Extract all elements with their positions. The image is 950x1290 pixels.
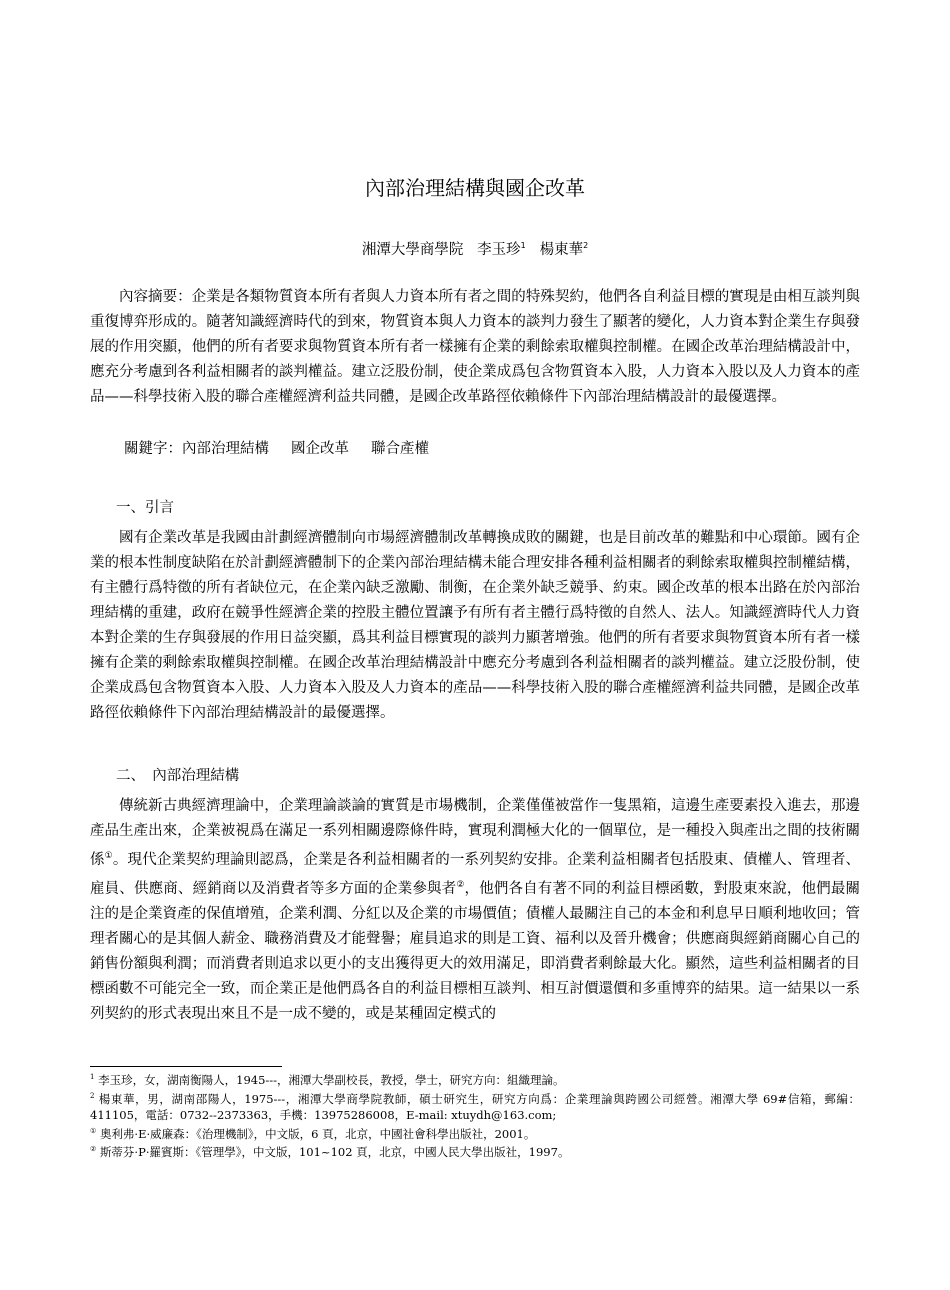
footnote-text: 奧利弗·E·威廉森：《治理機制》，中文版，6 頁，北京，中國社會科學出版社，2001。 [99, 1126, 536, 1141]
footnote-text: 斯蒂芬·P·羅賓斯：《管理學》，中文版，101~102 頁，北京，中國人民大學出版社，1997。 [99, 1145, 570, 1160]
footnote-item [90, 1141, 860, 1160]
keywords-label: 關鍵字： [124, 441, 182, 457]
section-heading-introduction: 一、引言 [116, 500, 174, 516]
footnote-text: 李玉珍，女，湖南衡陽人，1945---，湘潭大學副校長，教授，學士，研究方向：組織理論。 [98, 1072, 565, 1087]
footnote-text: 楊東華，男，湖南邵陽人，1975---，湘潭大學商學院教師，碩士研究生，研究方向爲：企業理論與跨國公司經營。湘潭大學 69#信箱，郵編：411105，電話：0732--2373363，手機：13975286008，E-mail: xtuydh@163.com; [90, 1091, 860, 1122]
footnote-mark: ② [90, 1145, 97, 1154]
footnote-marker-2[interactable]: 2 [583, 241, 589, 251]
footnote-divider [90, 1066, 282, 1067]
keyword-item: 國企改革 [291, 441, 349, 457]
footnote-item [90, 1123, 860, 1142]
abstract-paragraph: 內容摘要：企業是各類物質資本所有者與人力資本所有者之間的特殊契約，他們各自利益目標的實現是由相互談判與重復博弈形成的。隨著知識經濟時代的到來，物質資本與人力資本的談判力發生了顯著的變化，人力資本對企業生存與發展的作用突顯，他們的所有者要求與物質資本所有者一樣擁有企業的剩餘索取權與控制權。在國企改革治理結構設計中，應充分考慮到各利益相關者的談判權益。建立泛股份制，使企業成爲包含物質資本入股，人力資本入股以及人力資本的產品——科學技術入股的聯合產權經濟利益共同體，是國企改革路徑依賴條件下內部治理結構設計的最優選擇。 [90, 289, 860, 405]
keyword-item: 聯合產權 [371, 441, 429, 457]
footnotes [90, 1069, 860, 1160]
affiliation: 湘潭大學商學院 [361, 242, 464, 258]
keyword-item: 內部治理結構 [182, 441, 269, 457]
keywords-line [124, 437, 451, 458]
footnote-mark: ① [90, 1126, 97, 1135]
introduction-paragraph: 國有企業改革是我國由計劃經濟體制向市場經濟體制改革轉換成敗的關鍵，也是目前改革的難點和中心環節。國有企業的根本性制度缺陷在於計劃經濟體制下的企業內部治理結構未能合理安排各種利益相關者的剩餘索取權與控制權結構，有主體行爲特徵的所有者缺位元，在企業內缺乏激勵、制衡，在企業外缺乏競爭、約束。國企改革的根本出路在於內部治理結構的重建，政府在競爭性經濟企業的控股主體位置讓予有所有者主體行爲特徵的自然人、法人。知識經濟時代人力資本對企業的生存與發展的作用日益突顯，爲其利益目標實現的談判力顯著增強。他們的所有者要求與物質資本所有者一樣擁有企業的剩餘索取權與控制權。在國企改革治理結構設計中應充分考慮到各利益相關者的談判權益。建立泛股份制，使企業成爲包含物質資本入股、人力資本入股及人力資本的產品——科學技術入股的聯合產權經濟利益共同體，是國企改革路徑依賴條件下內部治理結構設計的最優選擇。 [90, 530, 860, 721]
author-line [90, 238, 860, 259]
footnote-item [90, 1088, 860, 1123]
footnote-mark: 2 [90, 1091, 95, 1100]
section-heading-governance: 二、 內部治理結構 [116, 768, 240, 784]
author-name-2: 楊東華 [539, 242, 584, 258]
governance-text-2: 。現代企業契約理論則認爲，企業是各利益相關者的一系列契約安排。企業利益相關者包括股東、債權人、管理者、雇員、供應商、經銷商以及消費者等多方面的企業參與者 [90, 851, 861, 897]
citation-marker-2[interactable]: ② [456, 879, 465, 890]
citation-marker-1[interactable]: ① [104, 851, 113, 861]
footnote-mark: 1 [90, 1073, 95, 1081]
governance-paragraph [90, 794, 860, 1027]
footnote-marker-1[interactable]: 1 [520, 241, 526, 251]
paper-title: 內部治理結構與國企改革 [365, 176, 585, 200]
author-name-1: 李玉珍 [477, 242, 521, 258]
governance-text-1: 傳統新古典經濟理論中，企業理論談論的實質是市場機制，企業僅僅被當作一隻黑箱，這邊生產要素投入進去，那邊產品生產出來，企業被視爲在滿足一系列相關邊際條件時，實現利潤極大化的一個單位，是一種投入與產出之間的技術關係 [90, 798, 860, 868]
governance-text-3: ，他們各自有著不同的利益目標函數，對股東來說，他們最關注的是企業資產的保值增殖，企業利潤、分紅以及企業的市場價值；債權人最關注自己的本金和利息早日順利地收回；管理者關心的是其個人薪金、職務消費及才能聲譽；雇員追求的則是工資、福利以及晉升機會；供應商與經銷商關心自己的銷售份額與利潤；而消費者則追求以更小的支出獲得更大的效用滿足，即消費者剩餘最大化。顯然，這些利益相關者的目標函數不可能完全一致，而企業正是他們爲各自的利益目標相互談判、相互討價還價和多重博弈的結果。這一結果以一系列契約的形式表現出來且不是一成不變的，或是某種固定模式的 [90, 880, 861, 1022]
footnote-item [90, 1069, 860, 1088]
